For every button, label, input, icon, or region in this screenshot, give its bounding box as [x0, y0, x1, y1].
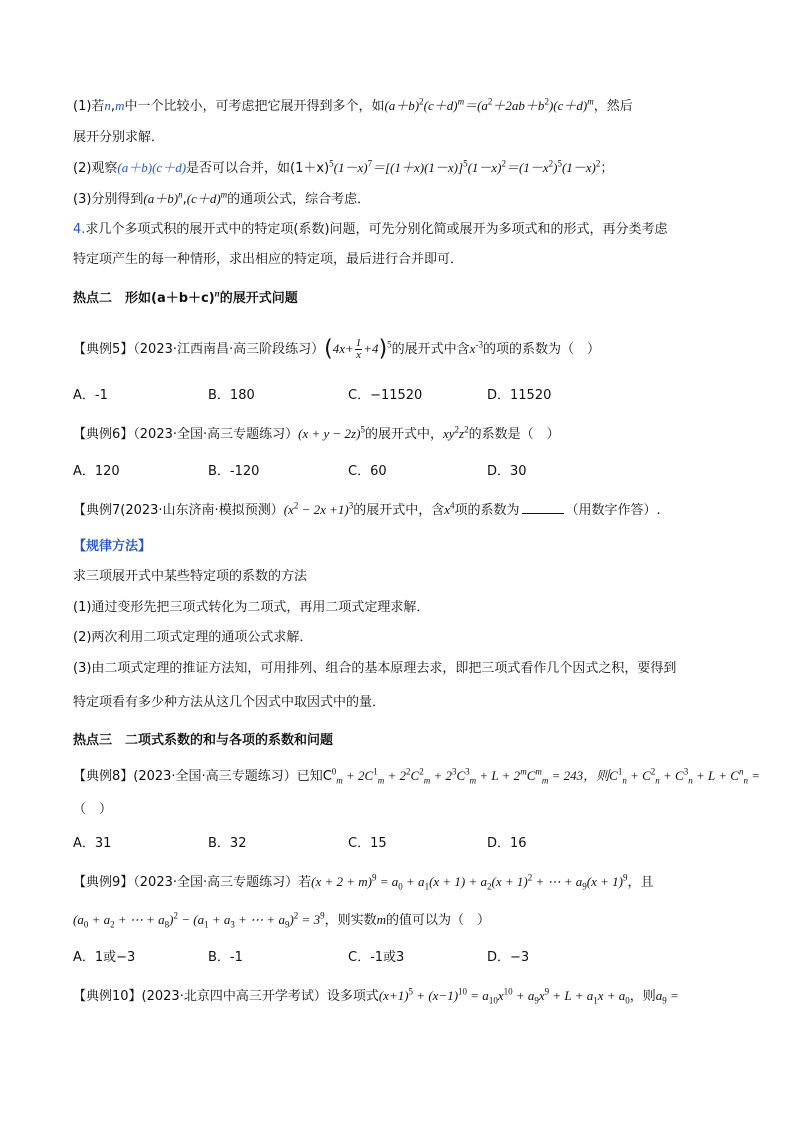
- numerator: 1: [355, 337, 362, 349]
- math: z: [459, 426, 465, 441]
- option-a[interactable]: A．120: [73, 464, 120, 479]
- text: 的系数是（ ）: [468, 427, 560, 442]
- sup: 0: [331, 766, 337, 777]
- math: (1－x): [467, 160, 502, 175]
- text: 的值可以为（ ）: [385, 913, 490, 928]
- section-heading-3: 热点三 二项式系数的和与各项的系数和问题: [73, 733, 334, 748]
- math: C: [410, 768, 420, 783]
- sup: 5: [360, 424, 365, 435]
- option-b[interactable]: B．-120: [208, 464, 260, 479]
- rule-line-2: (1)通过变形先把三项式转化为二项式，再用二项式定理求解．: [73, 600, 430, 615]
- math: (x + 1): [586, 874, 623, 889]
- text: 的展开式中，: [364, 427, 443, 442]
- math: x: [538, 988, 545, 1003]
- math: (x + y − 2z): [298, 426, 361, 441]
- text: ，则: [629, 989, 656, 1004]
- sup: 2: [173, 910, 179, 921]
- sup: n: [214, 288, 220, 299]
- text: ,: [110, 99, 116, 114]
- var-m: m: [376, 912, 386, 927]
- example-6-question: [73, 424, 560, 445]
- math: xy: [442, 426, 455, 441]
- option-d[interactable]: D．−3: [487, 950, 530, 965]
- math: +4: [363, 341, 379, 356]
- sub: 0: [625, 995, 630, 1006]
- sub: m: [336, 775, 343, 786]
- math: + ⋯ + a: [234, 912, 285, 927]
- sup: 5: [463, 158, 468, 169]
- text: （用数字作答）.: [565, 503, 661, 518]
- math: (x + 2 + m): [311, 874, 372, 889]
- sub: 9: [534, 995, 539, 1006]
- section-heading-2: [73, 289, 298, 309]
- sub: 1: [424, 881, 430, 892]
- math: + (x−1): [413, 988, 459, 1003]
- option-a[interactable]: A．31: [73, 836, 112, 851]
- math: )(c＋d): [548, 98, 588, 113]
- text: 【典例9】（2023·全国·高三专题练习）若: [73, 875, 312, 890]
- rule-line-4: (3)由二项式定理的推证方法知，可用排列、组合的基本原理去求，即把三项式看作几个因式之积，要得到: [73, 661, 677, 676]
- rule-line-1: 求三项展开式中某些特定项的系数的方法: [73, 569, 308, 584]
- fraction: [355, 338, 363, 361]
- text: ，则实数: [324, 913, 377, 928]
- sup: 2: [548, 158, 554, 169]
- text: ，且: [627, 875, 654, 890]
- math: 4x: [332, 341, 345, 356]
- text: 是否可以合并，如(1＋x): [186, 161, 330, 176]
- sup: 4: [450, 500, 455, 511]
- math: (x+1): [378, 988, 409, 1003]
- text: 4.: [73, 222, 86, 237]
- math: + C: [659, 768, 684, 783]
- math: (x + 1): [491, 874, 528, 889]
- sub: 9: [582, 881, 587, 892]
- text: 的项的系数为（ ）: [482, 342, 600, 357]
- text: 【典例6】（2023·全国·高三专题练习）: [73, 427, 299, 442]
- sup: m: [220, 189, 228, 200]
- example-9-question: [73, 872, 654, 893]
- option-c[interactable]: C．60: [348, 464, 387, 479]
- math: + ⋯ + a: [532, 874, 583, 889]
- math: ＝[(1＋x)(1－x)]: [372, 160, 464, 175]
- method-point-1-cont: 展开分别求解．: [73, 130, 165, 145]
- var-n: n: [104, 98, 111, 113]
- example-8-paren: （ ）: [73, 802, 113, 817]
- denominator: x: [356, 349, 361, 361]
- rule-line-5: 特定项看有多少种方法从这几个因式中取因式中的量．: [73, 695, 386, 710]
- sub: n: [688, 775, 693, 786]
- example-5-question: [73, 338, 600, 361]
- sup: 5: [408, 986, 414, 997]
- sup: 2: [464, 424, 469, 435]
- sup: n: [178, 189, 183, 200]
- sup: 3: [451, 766, 457, 777]
- sup: 2: [419, 96, 424, 107]
- math: (a＋b): [117, 160, 153, 175]
- sup: 1: [373, 766, 378, 777]
- math: C: [526, 768, 536, 783]
- paren-left: (: [324, 336, 333, 362]
- sub: 1: [593, 995, 598, 1006]
- math: =: [666, 988, 679, 1003]
- math: +: [345, 341, 354, 356]
- sup: 3: [348, 500, 354, 511]
- sup: 5: [557, 158, 562, 169]
- option-c[interactable]: C．-1或3: [348, 950, 405, 965]
- option-c[interactable]: C．15: [348, 836, 387, 851]
- sub: n: [622, 775, 627, 786]
- answer-blank[interactable]: [522, 513, 564, 514]
- paren-right: ): [378, 336, 388, 362]
- math: + C: [626, 768, 651, 783]
- text: (1)若: [73, 99, 105, 114]
- sup: 2: [454, 424, 459, 435]
- math: (a: [73, 912, 84, 927]
- text: ,: [182, 192, 187, 207]
- text: 【典例10】(2023·北京四中高三开学考试）设多项式: [73, 989, 379, 1004]
- sup: 2: [501, 158, 506, 169]
- text: 中一个比较小，可考虑把它展开得到多个，如: [124, 99, 385, 114]
- math: (x: [283, 502, 294, 517]
- text: 的展开式问题: [219, 291, 298, 306]
- math: ): [169, 912, 174, 927]
- math: C: [456, 768, 466, 783]
- sub: 2: [110, 919, 115, 930]
- sub: 0: [398, 881, 403, 892]
- text: 的展开式中含: [391, 342, 470, 357]
- sup: 9: [544, 986, 550, 997]
- text: ；: [600, 161, 614, 176]
- math: (c＋d): [423, 98, 458, 113]
- text: 的通项公式，综合考虑．: [227, 192, 371, 207]
- text: (3)分别得到: [73, 192, 144, 207]
- math: + L + 2: [476, 768, 521, 783]
- math: + a: [512, 988, 535, 1003]
- var-m: m: [115, 98, 125, 113]
- text: 【典例5】（2023·江西南昌·高三阶段练习）: [73, 342, 325, 357]
- option-d[interactable]: D．30: [487, 464, 527, 479]
- math: x: [444, 502, 451, 517]
- option-d[interactable]: D．16: [487, 836, 527, 851]
- sub: m: [541, 775, 549, 786]
- sup: m: [535, 766, 542, 777]
- math: = 3: [298, 912, 321, 927]
- sup: 7: [367, 158, 373, 169]
- math: = a: [376, 874, 399, 889]
- example-8-question: [73, 766, 760, 787]
- math: + ⋯ + a: [114, 912, 165, 927]
- method-point-2: [73, 158, 613, 179]
- math: ＝(1－x: [506, 160, 549, 175]
- sub: m: [423, 775, 431, 786]
- text: 的展开式中，含: [353, 503, 445, 518]
- sub: n: [743, 775, 748, 786]
- math: + 2: [384, 768, 407, 783]
- option-c[interactable]: C．−11520: [348, 388, 423, 403]
- text: 求几个多项式积的展开式中的特定项(系数)问题，可先分别化简或展开为多项式和的形式，再分类考虑: [85, 222, 668, 237]
- sup: 2: [527, 872, 533, 883]
- sub: n: [655, 775, 660, 786]
- text: 项的系数为: [454, 503, 520, 518]
- math: − 2x +1): [298, 502, 349, 517]
- sub: 2: [487, 881, 492, 892]
- math: + L + C: [692, 768, 739, 783]
- sub: m: [377, 775, 385, 786]
- math: = 243，则C: [548, 768, 618, 783]
- math: ): [553, 160, 558, 175]
- option-b[interactable]: B．-1: [208, 950, 243, 965]
- sup: 9: [372, 872, 377, 883]
- text: (2)观察: [73, 161, 118, 176]
- sub: 8: [164, 919, 170, 930]
- math: ＋2ab＋b: [492, 98, 545, 113]
- math: (1－x): [333, 160, 368, 175]
- sup: 2: [650, 766, 656, 777]
- sup: 2: [419, 766, 424, 777]
- sup: m: [587, 96, 594, 107]
- option-d[interactable]: D．11520: [487, 388, 552, 403]
- text: 热点二 形如(a＋b＋c): [73, 291, 215, 306]
- option-b[interactable]: B．180: [208, 388, 255, 403]
- rule-method-title: 【规律方法】: [73, 539, 152, 554]
- sup: m: [457, 96, 465, 107]
- sub: 10: [488, 995, 498, 1006]
- math: (c＋d): [152, 160, 187, 175]
- sub: 1: [204, 919, 209, 930]
- math: ＝(a: [464, 98, 488, 113]
- math: + L + a: [549, 988, 594, 1003]
- math: (a＋b): [384, 98, 420, 113]
- sup: 5: [329, 158, 334, 169]
- math: + a: [88, 912, 111, 927]
- text: 【典例8】(2023·全国·高三专题练习）已知C: [73, 769, 332, 784]
- sup: 3: [465, 766, 470, 777]
- math: (1－x): [561, 160, 596, 175]
- rule-line-3: (2)两次利用二项式定理的通项公式求解．: [73, 630, 313, 645]
- sup: 9: [320, 910, 325, 921]
- math: = a: [467, 988, 489, 1003]
- sup: 10: [503, 986, 513, 997]
- math: x + a: [597, 988, 626, 1003]
- math: − (a: [178, 912, 205, 927]
- option-a[interactable]: A．1或−3: [73, 950, 136, 965]
- option-a[interactable]: A．-1: [73, 388, 108, 403]
- text: ，然后: [593, 99, 633, 114]
- math: + 2: [430, 768, 452, 783]
- math: ): [289, 912, 294, 927]
- sub: 9: [662, 995, 667, 1006]
- sub: 9: [284, 919, 290, 930]
- math: a: [655, 988, 663, 1003]
- math: (x + 1) + a: [429, 874, 488, 889]
- text: 【典例7(2023·山东济南·模拟预测）: [73, 503, 284, 518]
- sup: 2: [406, 766, 411, 777]
- sup: 9: [623, 872, 628, 883]
- option-b[interactable]: B．32: [208, 836, 247, 851]
- sup: -3: [475, 339, 483, 350]
- method-point-4-cont: 特定项产生的每一种情形，求出相应的特定项，最后进行合并即可．: [73, 252, 464, 267]
- sup: 3: [683, 766, 689, 777]
- sup: m: [520, 766, 527, 777]
- sub: 3: [230, 919, 235, 930]
- sup: 10: [458, 986, 468, 997]
- math: + 2C: [342, 768, 374, 783]
- method-point-4: [73, 220, 668, 240]
- method-point-3: [73, 189, 370, 210]
- math: x: [497, 988, 504, 1003]
- example-9-condition: [73, 910, 490, 931]
- math: (a＋b): [143, 191, 179, 206]
- sup: 2: [293, 910, 299, 921]
- math: (c＋d): [186, 191, 221, 206]
- sup: 2: [293, 500, 299, 511]
- sup: 2: [595, 158, 601, 169]
- sub: m: [469, 775, 477, 786]
- example-10-question: [73, 986, 679, 1007]
- sup: 1: [617, 766, 623, 777]
- math: x: [469, 341, 476, 356]
- sup: n: [738, 766, 744, 777]
- sup: 2: [544, 96, 549, 107]
- math: + a: [402, 874, 425, 889]
- example-7-question: [73, 500, 661, 521]
- sup: 2: [487, 96, 493, 107]
- math: =: [747, 768, 760, 783]
- math: + a: [208, 912, 231, 927]
- method-point-1: [73, 96, 633, 117]
- sub: 0: [83, 919, 89, 930]
- sup: 5: [387, 339, 392, 350]
